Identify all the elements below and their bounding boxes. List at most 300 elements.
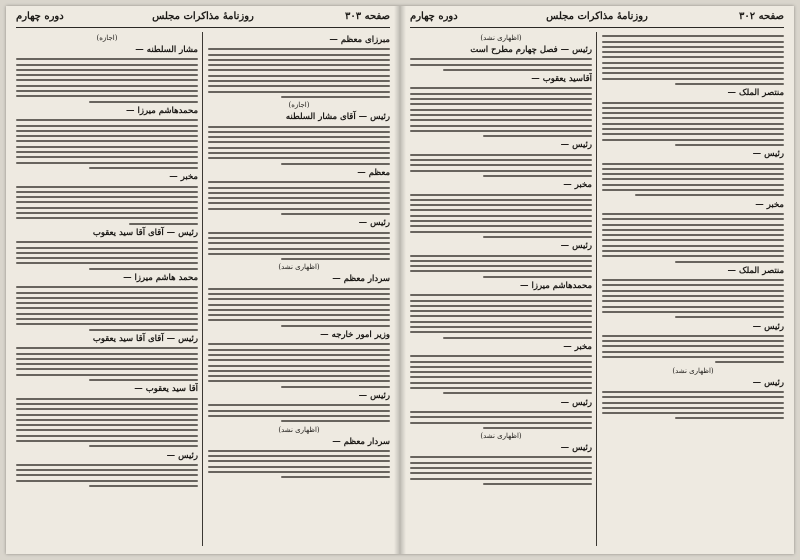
text-line — [602, 128, 784, 130]
text-line — [410, 310, 592, 312]
text-line — [635, 194, 784, 196]
text-line — [208, 288, 390, 290]
paragraph-lines — [602, 35, 784, 85]
text-line — [410, 411, 592, 413]
text-line — [208, 136, 390, 138]
text-line — [16, 368, 198, 370]
text-line — [16, 424, 198, 426]
text-line — [16, 414, 198, 416]
text-line — [208, 69, 390, 71]
text-line — [281, 258, 390, 260]
speaker-heading: آقا سید یعقوب — — [134, 384, 198, 395]
text-line — [208, 365, 390, 367]
text-line — [602, 117, 784, 119]
text-line — [16, 435, 198, 437]
text-line — [602, 335, 784, 337]
text-line — [602, 250, 784, 252]
text-line — [16, 252, 198, 254]
text-line — [602, 396, 784, 398]
paragraph-lines — [602, 163, 784, 197]
text-line — [602, 239, 784, 241]
text-line — [208, 293, 390, 295]
speaker-heading: رئیس — — [358, 218, 390, 229]
text-line — [410, 472, 592, 474]
speaker-heading: منتصر الملک — — [727, 265, 784, 276]
text-line — [16, 429, 198, 431]
text-line — [208, 59, 390, 61]
speaker-heading: سردار معظم — — [332, 274, 390, 285]
text-line — [281, 476, 390, 478]
text-line — [16, 130, 198, 132]
text-line — [602, 345, 784, 347]
text-line — [281, 213, 390, 215]
text-line — [410, 270, 592, 272]
text-line — [16, 374, 198, 376]
text-line — [16, 146, 198, 148]
text-line — [602, 123, 784, 125]
paragraph-lines — [16, 464, 198, 487]
speaker-heading: وزیر امور خارجه — — [320, 330, 390, 341]
text-line — [675, 144, 784, 146]
parenthetical-note: (اجازه) — [288, 101, 310, 110]
speaker-heading: رئیس — — [560, 140, 592, 151]
text-line — [602, 284, 784, 286]
text-line — [602, 163, 784, 165]
text-line — [16, 307, 198, 309]
text-line — [16, 419, 198, 421]
paragraph-lines — [208, 232, 390, 260]
text-line — [16, 58, 198, 60]
text-line — [410, 366, 592, 368]
text-line — [16, 347, 198, 349]
text-line — [602, 56, 784, 58]
column-divider — [202, 32, 203, 546]
text-line — [16, 217, 198, 219]
column-divider — [596, 32, 597, 546]
paragraph-lines — [16, 398, 198, 448]
paragraph-lines — [16, 186, 198, 225]
text-line — [16, 480, 198, 482]
left-page-columns — [16, 32, 390, 546]
parenthetical-note: (اظهاری نشد) — [480, 34, 522, 42]
paragraph-lines — [410, 255, 592, 278]
parenthetical-note: (اظهاری نشد) — [480, 432, 522, 441]
text-line — [410, 315, 592, 317]
speaker-heading: مخبر — — [563, 180, 592, 191]
text-line — [208, 85, 390, 87]
paragraph-lines — [16, 58, 198, 102]
text-line — [208, 314, 390, 316]
text-line — [208, 208, 390, 210]
speaker-heading: رئیس — — [752, 321, 784, 332]
text-line — [208, 343, 390, 345]
speaker-heading: سردار معظم — — [332, 436, 390, 447]
text-line — [208, 48, 390, 50]
text-line — [208, 298, 390, 300]
text-line — [208, 354, 390, 356]
paragraph-lines — [410, 355, 592, 394]
text-line — [410, 199, 592, 201]
text-line — [208, 309, 390, 311]
text-line — [410, 204, 592, 206]
text-line — [483, 175, 592, 177]
text-line — [602, 351, 784, 353]
text-line — [483, 236, 592, 238]
text-line — [208, 466, 390, 468]
text-line — [208, 54, 390, 56]
paragraph-lines — [410, 194, 592, 238]
text-line — [89, 167, 198, 169]
text-line — [410, 387, 592, 389]
text-line — [602, 340, 784, 342]
text-line — [208, 192, 390, 194]
text-line — [208, 404, 390, 406]
text-line — [410, 64, 592, 66]
text-line — [410, 305, 592, 307]
text-line — [410, 376, 592, 378]
paragraph-lines — [208, 48, 390, 98]
parenthetical-note: (اظهاری نشد) — [278, 425, 320, 434]
text-line — [602, 139, 784, 141]
text-line — [602, 41, 784, 43]
text-line — [16, 212, 198, 214]
text-line — [410, 462, 592, 464]
speaker-heading: مخبر — — [169, 172, 198, 183]
speaker-heading: محمد هاشم میرزا — — [123, 272, 198, 283]
speaker-heading: رئیس — — [166, 450, 198, 461]
left-page-title: روزنامهٔ مذاکرات مجلس — [152, 11, 254, 22]
paragraph-lines — [16, 119, 198, 169]
text-line — [208, 181, 390, 183]
text-line — [602, 72, 784, 74]
text-line — [16, 302, 198, 304]
speaker-heading: مبرزای معظم — — [329, 35, 390, 45]
text-line — [208, 380, 390, 382]
text-line — [410, 260, 592, 262]
text-line — [410, 159, 592, 161]
text-line — [410, 294, 592, 296]
text-line — [16, 95, 198, 97]
text-line — [281, 96, 390, 98]
speaker-heading: رئیس — — [752, 149, 784, 160]
speaker-heading: محمدهاشم میرزا — — [126, 105, 198, 116]
text-line — [602, 168, 784, 170]
text-line — [281, 420, 390, 422]
text-line — [602, 311, 784, 313]
text-line — [16, 440, 198, 442]
right-page-volume: دوره چهارم — [410, 11, 458, 22]
text-line — [16, 151, 198, 153]
paragraph-lines — [208, 343, 390, 387]
text-line — [410, 371, 592, 373]
text-line — [16, 162, 198, 164]
text-line — [410, 170, 592, 172]
text-line — [16, 74, 198, 76]
text-line — [129, 223, 198, 225]
text-line — [602, 224, 784, 226]
text-line — [602, 46, 784, 48]
text-line — [602, 107, 784, 109]
text-line — [602, 412, 784, 414]
text-line — [16, 403, 198, 405]
text-line — [208, 455, 390, 457]
paragraph-lines — [16, 286, 198, 330]
text-line — [602, 102, 784, 104]
paragraph-lines — [208, 450, 390, 478]
text-line — [208, 349, 390, 351]
text-line — [410, 114, 592, 116]
text-line — [208, 157, 390, 159]
paragraph-lines — [602, 279, 784, 318]
speaker-heading: محمدهاشم میرزا — — [520, 280, 592, 291]
text-line — [443, 337, 592, 339]
text-line — [208, 253, 390, 255]
text-line — [675, 316, 784, 318]
book-gutter — [394, 6, 406, 554]
left-page — [6, 6, 400, 554]
text-line — [208, 410, 390, 412]
text-line — [208, 460, 390, 462]
parenthetical-note: (اظهاری نشد) — [672, 366, 714, 375]
text-line — [410, 422, 592, 424]
text-line — [602, 229, 784, 231]
text-line — [208, 141, 390, 143]
text-line — [602, 300, 784, 302]
text-line — [602, 407, 784, 409]
text-line — [16, 313, 198, 315]
text-line — [281, 325, 390, 327]
text-line — [602, 402, 784, 404]
text-line — [602, 213, 784, 215]
text-line — [16, 201, 198, 203]
text-line — [208, 75, 390, 77]
text-line — [410, 255, 592, 257]
text-line — [16, 464, 198, 466]
speaker-heading: رئیس — — [560, 397, 592, 408]
text-line — [410, 331, 592, 333]
paragraph-lines — [208, 181, 390, 215]
text-line — [410, 109, 592, 111]
text-line — [410, 220, 592, 222]
text-line — [602, 35, 784, 37]
text-line — [483, 427, 592, 429]
text-line — [410, 194, 592, 196]
text-line — [410, 87, 592, 89]
text-line — [89, 329, 198, 331]
text-line — [208, 197, 390, 199]
text-line — [410, 164, 592, 166]
text-line — [16, 85, 198, 87]
speaker-heading: رئیس — — [560, 443, 592, 454]
text-line — [602, 234, 784, 236]
text-line — [443, 69, 592, 71]
text-line — [602, 306, 784, 308]
text-line — [208, 131, 390, 133]
text-line — [602, 67, 784, 69]
speaker-heading: رئیس — آقای مشار السلطنه — [285, 112, 390, 123]
text-line — [16, 135, 198, 137]
paragraph-lines — [16, 347, 198, 381]
text-line — [602, 279, 784, 281]
text-line — [410, 225, 592, 227]
text-line — [16, 474, 198, 476]
text-line — [16, 353, 198, 355]
text-line — [208, 152, 390, 154]
text-line — [16, 207, 198, 209]
left-page-header — [16, 11, 390, 28]
text-line — [410, 119, 592, 121]
parenthetical-note: (اظهاری نشد) — [278, 263, 320, 272]
parenthetical-note: (اجازه) — [96, 34, 118, 42]
text-line — [208, 375, 390, 377]
text-line — [410, 456, 592, 458]
text-line — [410, 478, 592, 480]
text-line — [16, 140, 198, 142]
paragraph-lines — [410, 154, 592, 177]
text-line — [410, 209, 592, 211]
text-line — [89, 485, 198, 487]
text-line — [16, 297, 198, 299]
text-line — [602, 133, 784, 135]
text-line — [16, 469, 198, 471]
text-line — [410, 300, 592, 302]
text-line — [208, 64, 390, 66]
text-line — [16, 186, 198, 188]
paragraph-lines — [208, 126, 390, 165]
text-line — [89, 445, 198, 447]
text-line — [16, 398, 198, 400]
text-line — [208, 471, 390, 473]
text-line — [16, 247, 198, 249]
speaker-heading: مخبر — — [755, 199, 784, 210]
text-line — [602, 178, 784, 180]
text-line — [208, 237, 390, 239]
text-line — [16, 262, 198, 264]
text-line — [483, 135, 592, 137]
text-line — [208, 304, 390, 306]
text-line — [602, 173, 784, 175]
text-line — [208, 232, 390, 234]
text-line — [281, 163, 390, 165]
text-line — [410, 355, 592, 357]
text-line — [208, 359, 390, 361]
right-page-title: روزنامهٔ مذاکرات مجلس — [546, 11, 648, 22]
paragraph-lines — [410, 294, 592, 338]
paragraph-lines — [208, 288, 390, 327]
text-line — [89, 379, 198, 381]
text-line — [89, 268, 198, 270]
text-line — [89, 101, 198, 103]
text-line — [16, 363, 198, 365]
text-line — [208, 147, 390, 149]
text-line — [208, 415, 390, 417]
paragraph-lines — [602, 102, 784, 146]
text-line — [483, 483, 592, 485]
text-line — [16, 119, 198, 121]
text-line — [602, 245, 784, 247]
text-line — [16, 196, 198, 198]
text-line — [410, 326, 592, 328]
speaker-heading: مخبر — — [563, 341, 592, 352]
text-line — [208, 202, 390, 204]
text-line — [16, 69, 198, 71]
text-line — [602, 356, 784, 358]
left-page-column-1 — [208, 32, 390, 546]
paragraph-lines — [602, 213, 784, 263]
text-line — [675, 417, 784, 419]
paragraph-lines — [602, 391, 784, 419]
right-page — [400, 6, 794, 554]
text-line — [602, 62, 784, 64]
left-page-volume: دوره چهارم — [16, 11, 64, 22]
paragraph-lines — [410, 58, 592, 71]
text-line — [410, 231, 592, 233]
paragraph-lines — [602, 335, 784, 363]
paragraph-lines — [16, 241, 198, 269]
text-line — [16, 318, 198, 320]
text-line — [16, 125, 198, 127]
paragraph-lines — [410, 456, 592, 484]
text-line — [675, 261, 784, 263]
text-line — [410, 58, 592, 60]
text-line — [410, 130, 592, 132]
paragraph-lines — [410, 87, 592, 137]
text-line — [602, 295, 784, 297]
text-line — [16, 358, 198, 360]
text-line — [208, 126, 390, 128]
text-line — [16, 90, 198, 92]
text-line — [208, 450, 390, 452]
left-page-number: صفحه ۳۰۳ — [345, 11, 390, 22]
text-line — [410, 93, 592, 95]
text-line — [443, 392, 592, 394]
speaker-heading: رئیس — آقای آقا سید یعقوب — [92, 333, 198, 344]
right-page-columns — [410, 32, 784, 546]
text-line — [16, 323, 198, 325]
speaker-heading: رئیس — — [560, 241, 592, 252]
text-line — [602, 391, 784, 393]
text-line — [602, 184, 784, 186]
text-line — [208, 242, 390, 244]
text-line — [602, 78, 784, 80]
speaker-heading: مشار السلطنه — — [135, 45, 198, 55]
speaker-heading: رئیس — فصل چهارم مطرح است — [470, 45, 592, 55]
text-line — [208, 319, 390, 321]
text-line — [715, 361, 784, 363]
right-page-header — [410, 11, 784, 28]
left-page-column-2 — [16, 32, 198, 546]
text-line — [483, 276, 592, 278]
text-line — [602, 51, 784, 53]
speaker-heading: رئیس — آقای آقا سید یعقوب — [92, 227, 198, 238]
speaker-heading: معظم — — [357, 167, 390, 178]
right-page-column-1 — [602, 32, 784, 546]
speaker-heading: رئیس — — [358, 391, 390, 402]
text-line — [208, 187, 390, 189]
text-line — [410, 361, 592, 363]
text-line — [410, 98, 592, 100]
text-line — [16, 292, 198, 294]
text-line — [410, 154, 592, 156]
right-page-column-2 — [410, 32, 592, 546]
text-line — [16, 408, 198, 410]
text-line — [16, 79, 198, 81]
text-line — [410, 265, 592, 267]
paragraph-lines — [208, 404, 390, 422]
text-line — [16, 156, 198, 158]
text-line — [208, 80, 390, 82]
text-line — [410, 382, 592, 384]
